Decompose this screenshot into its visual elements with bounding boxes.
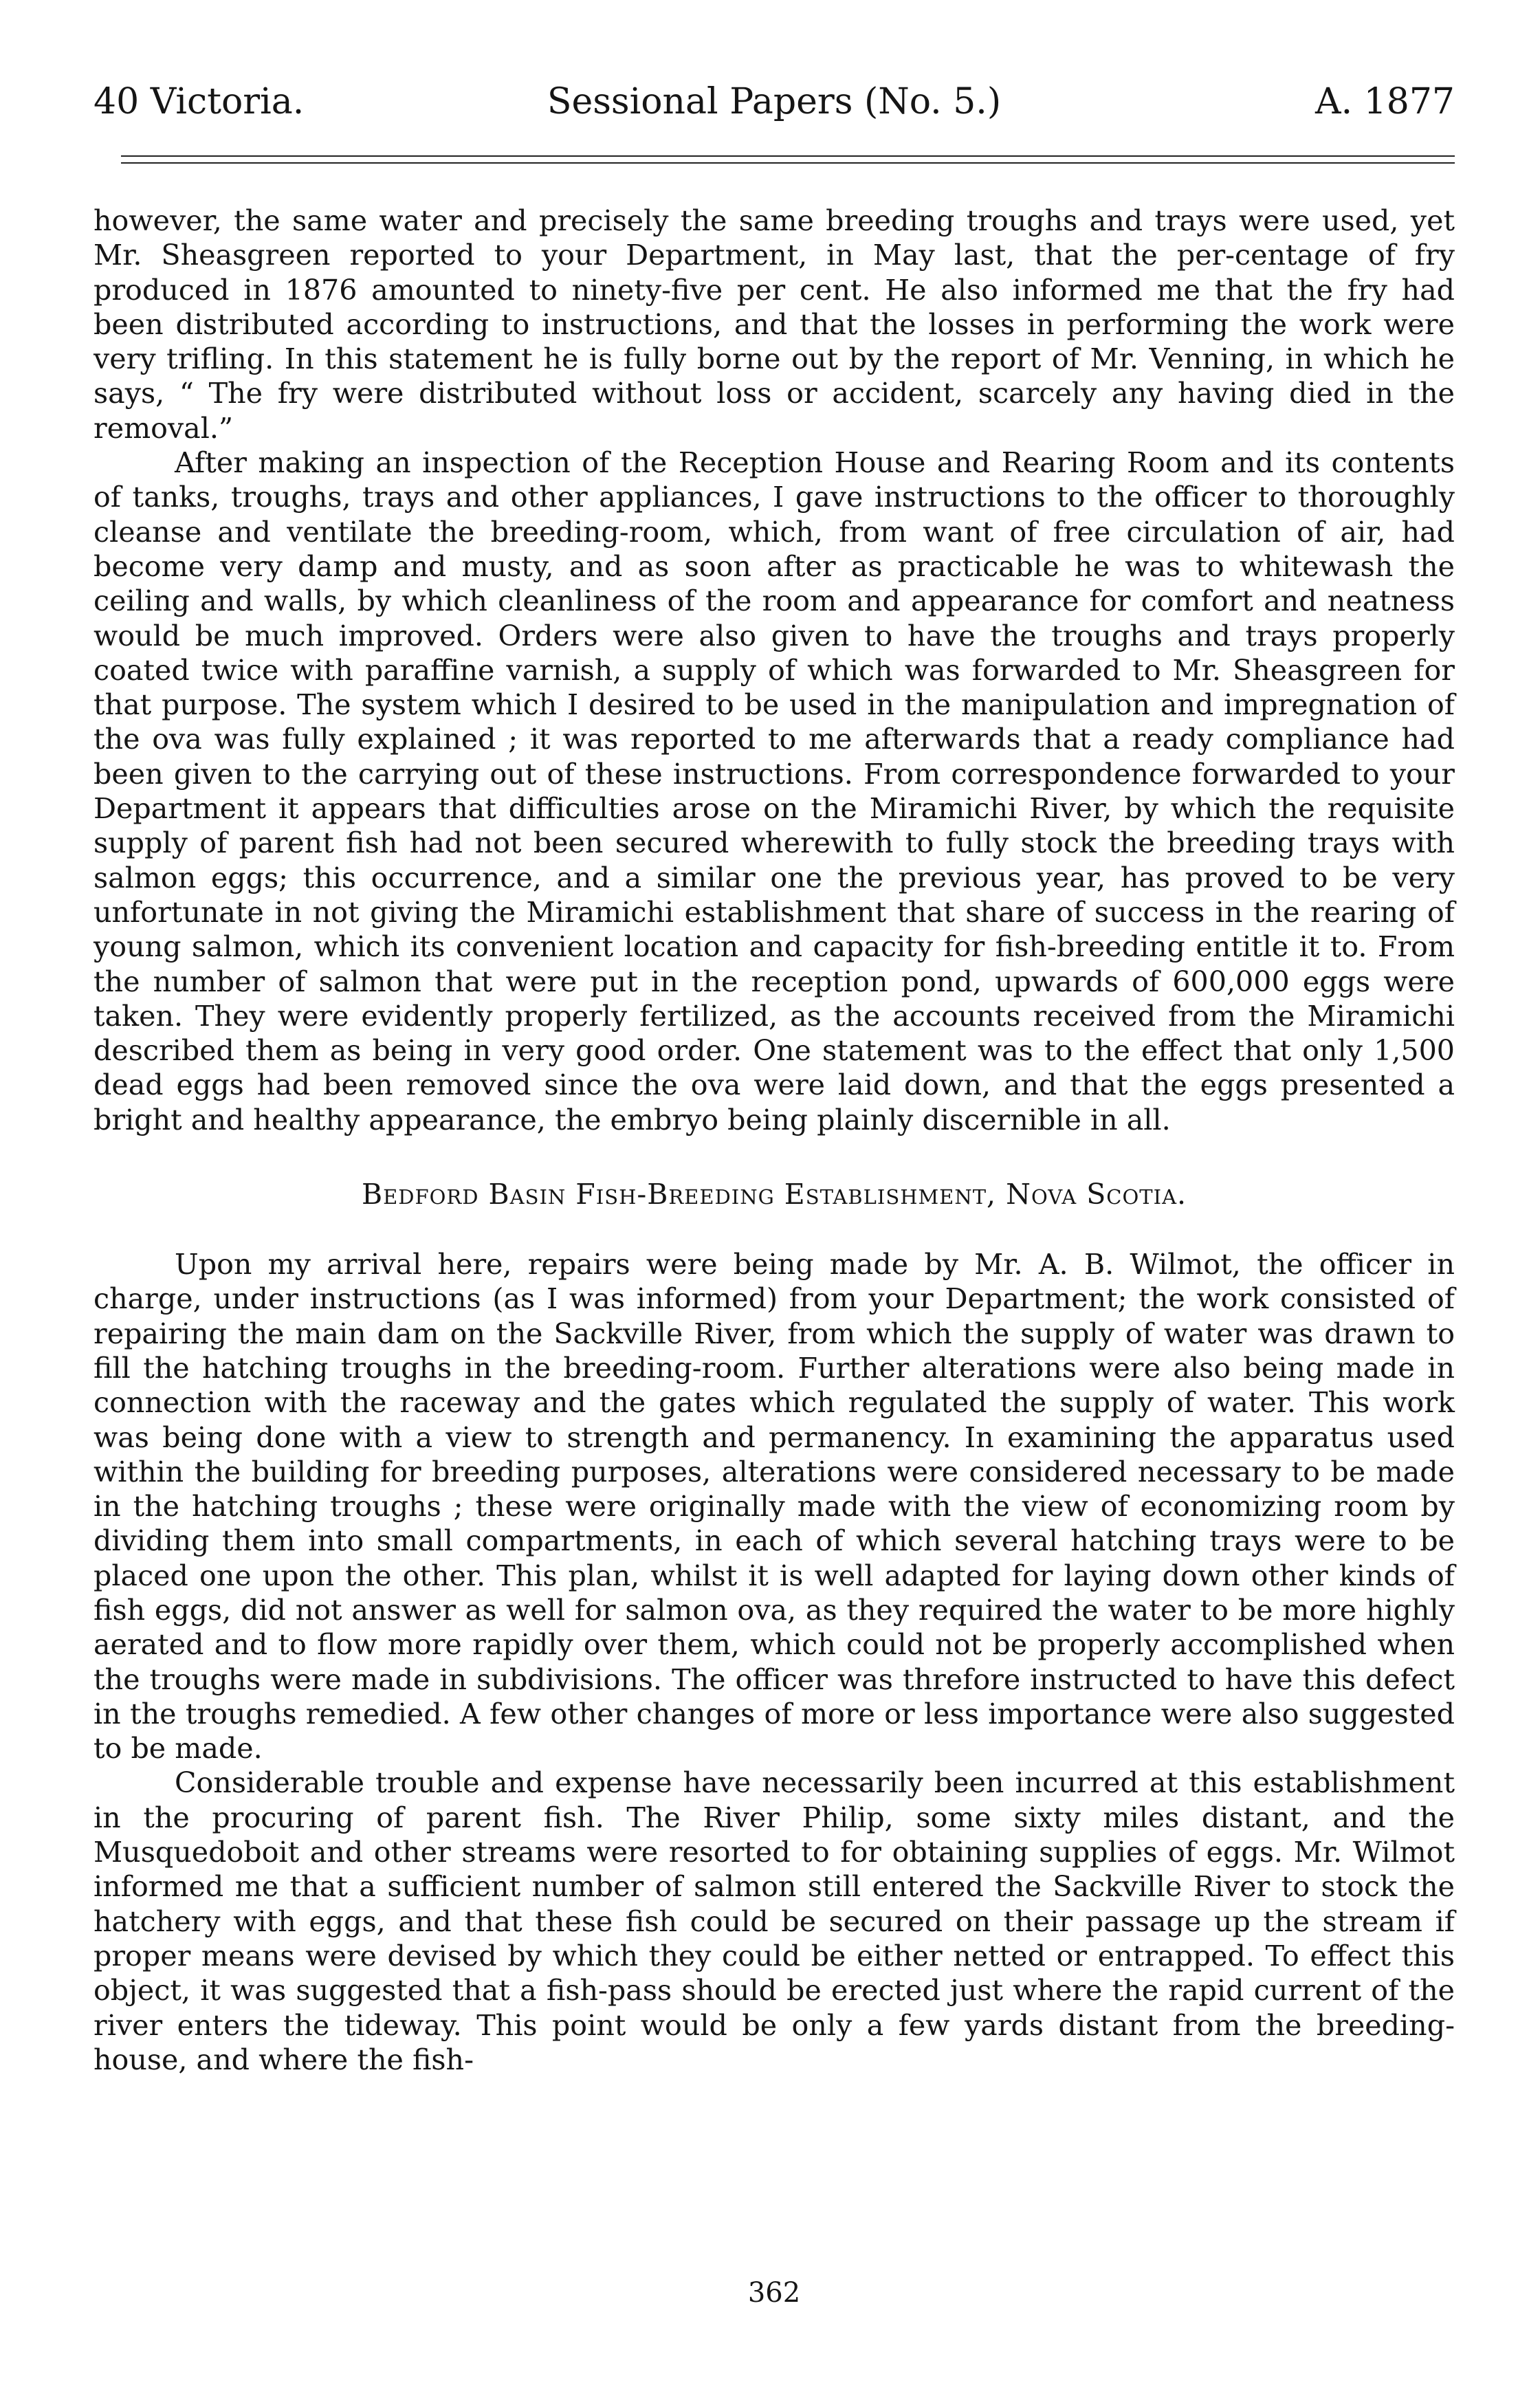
header-rule-top: [121, 155, 1455, 157]
running-header: [94, 77, 1455, 127]
header-rule-bottom: [121, 162, 1455, 164]
header-volume: 40 Victoria.: [94, 81, 305, 122]
page-number: 362: [747, 2277, 801, 2309]
header-year: A. 1877: [1315, 81, 1455, 122]
paragraph-continued: however, the same water and precisely the same breeding troughs and trays were used, yet Mr. Sheasgreen reported to your Department, in May last, that the per-centage of fry produced in 1876 amounted to ninety-five per cent. He also informed me that the fry had been distributed according to instructions, and that the losses in performing the work were very trifling. In this statement he is fully borne out by the report of Mr. Venning, in which he says, “ The fry were distributed without loss or accident, scarcely any having died in the removal.”: [94, 204, 1455, 445]
section-heading: Bedford Basin Fish-Breeding Establishment, Nova Scotia.: [361, 1178, 1187, 1211]
paragraph: Considerable trouble and expense have necessarily been incurred at this establishment in the procuring of parent fish. The River Philip, some sixty miles distant, and the Musquedoboit and other streams were resorted to for obtaining supplies of eggs. Mr. Wilmot informed me that a sufficient number of salmon still entered the Sackville River to stock the hatchery with eggs, and that these fish could be secured on their passage up the stream if proper means were devised by which they could be either netted or entrapped. To effect this object, it was suggested that a fish-pass should be erected just where the rapid current of the river enters the tideway. This point would be only a few yards distant from the breeding-house, and where the fish-: [94, 1766, 1455, 2076]
body-text: [94, 204, 1455, 2077]
paragraph: After making an inspection of the Reception House and Rearing Room and its contents of tanks, troughs, trays and other appliances, I gave instructions to the officer to thoroughly cleanse and ventilate the breeding-room, which, from want of free circulation of air, had become very damp and musty, and as soon after as practicable he was to whitewash the ceiling and walls, by which cleanliness of the room and appearance for comfort and neatness would be much improved. Orders were also given to have the troughs and trays properly coated twice with paraffine varnish, a supply of which was forwarded to Mr. Sheasgreen for that purpose. The system which I desired to be used in the manipulation and impregnation of the ova was fully explained ; it was reported to me afterwards that a ready compliance had been given to the carrying out of these instructions. From correspondence forwarded to your Department it appears that difficulties arose on the Miramichi River, by which the requisite supply of parent fish had not been secured wherewith to fully stock the breeding trays with salmon eggs; this occurrence, and a similar one the previous year, has proved to be very unfortunate in not giving the Miramichi establishment that share of success in the rearing of young salmon, which its convenient location and capacity for fish-breeding entitle it to. From the number of salmon that were put in the reception pond, upwards of 600,000 eggs were taken. They were evidently properly fertilized, as the accounts received from the Miramichi described them as being in very good order. One statement was to the effect that only 1,500 dead eggs had been removed since the ova were laid down, and that the eggs presented a bright and healthy appearance, the embryo being plainly discernible in all.: [94, 446, 1455, 1136]
header-title: Sessional Papers (No. 5.): [547, 81, 1002, 122]
document-page: [94, 0, 1455, 2385]
paragraph: Upon my arrival here, repairs were being made by Mr. A. B. Wilmot, the officer in charge, under instructions (as I was informed) from your Department; the work consisted of repairing the main dam on the Sackville River, from which the supply of water was drawn to fill the hatching troughs in the breeding-room. Further alterations were also being made in connection with the raceway and the gates which regulated the supply of water. This work was being done with a view to strength and permanency. In examining the apparatus used within the building for breeding purposes, alterations were considered necessary to be made in the hatching troughs ; these were originally made with the view of economizing room by dividing them into small compartments, in each of which several hatching trays were to be placed one upon the other. This plan, whilst it is well adapted for laying down other kinds of fish eggs, did not answer as well for salmon ova, as they required the water to be more highly aerated and to flow more rapidly over them, which could not be properly accomplished when the troughs were made in subdivisions. The officer was threfore instructed to have this defect in the troughs remedied. A few other changes of more or less importance were also suggested to be made.: [94, 1248, 1455, 1766]
